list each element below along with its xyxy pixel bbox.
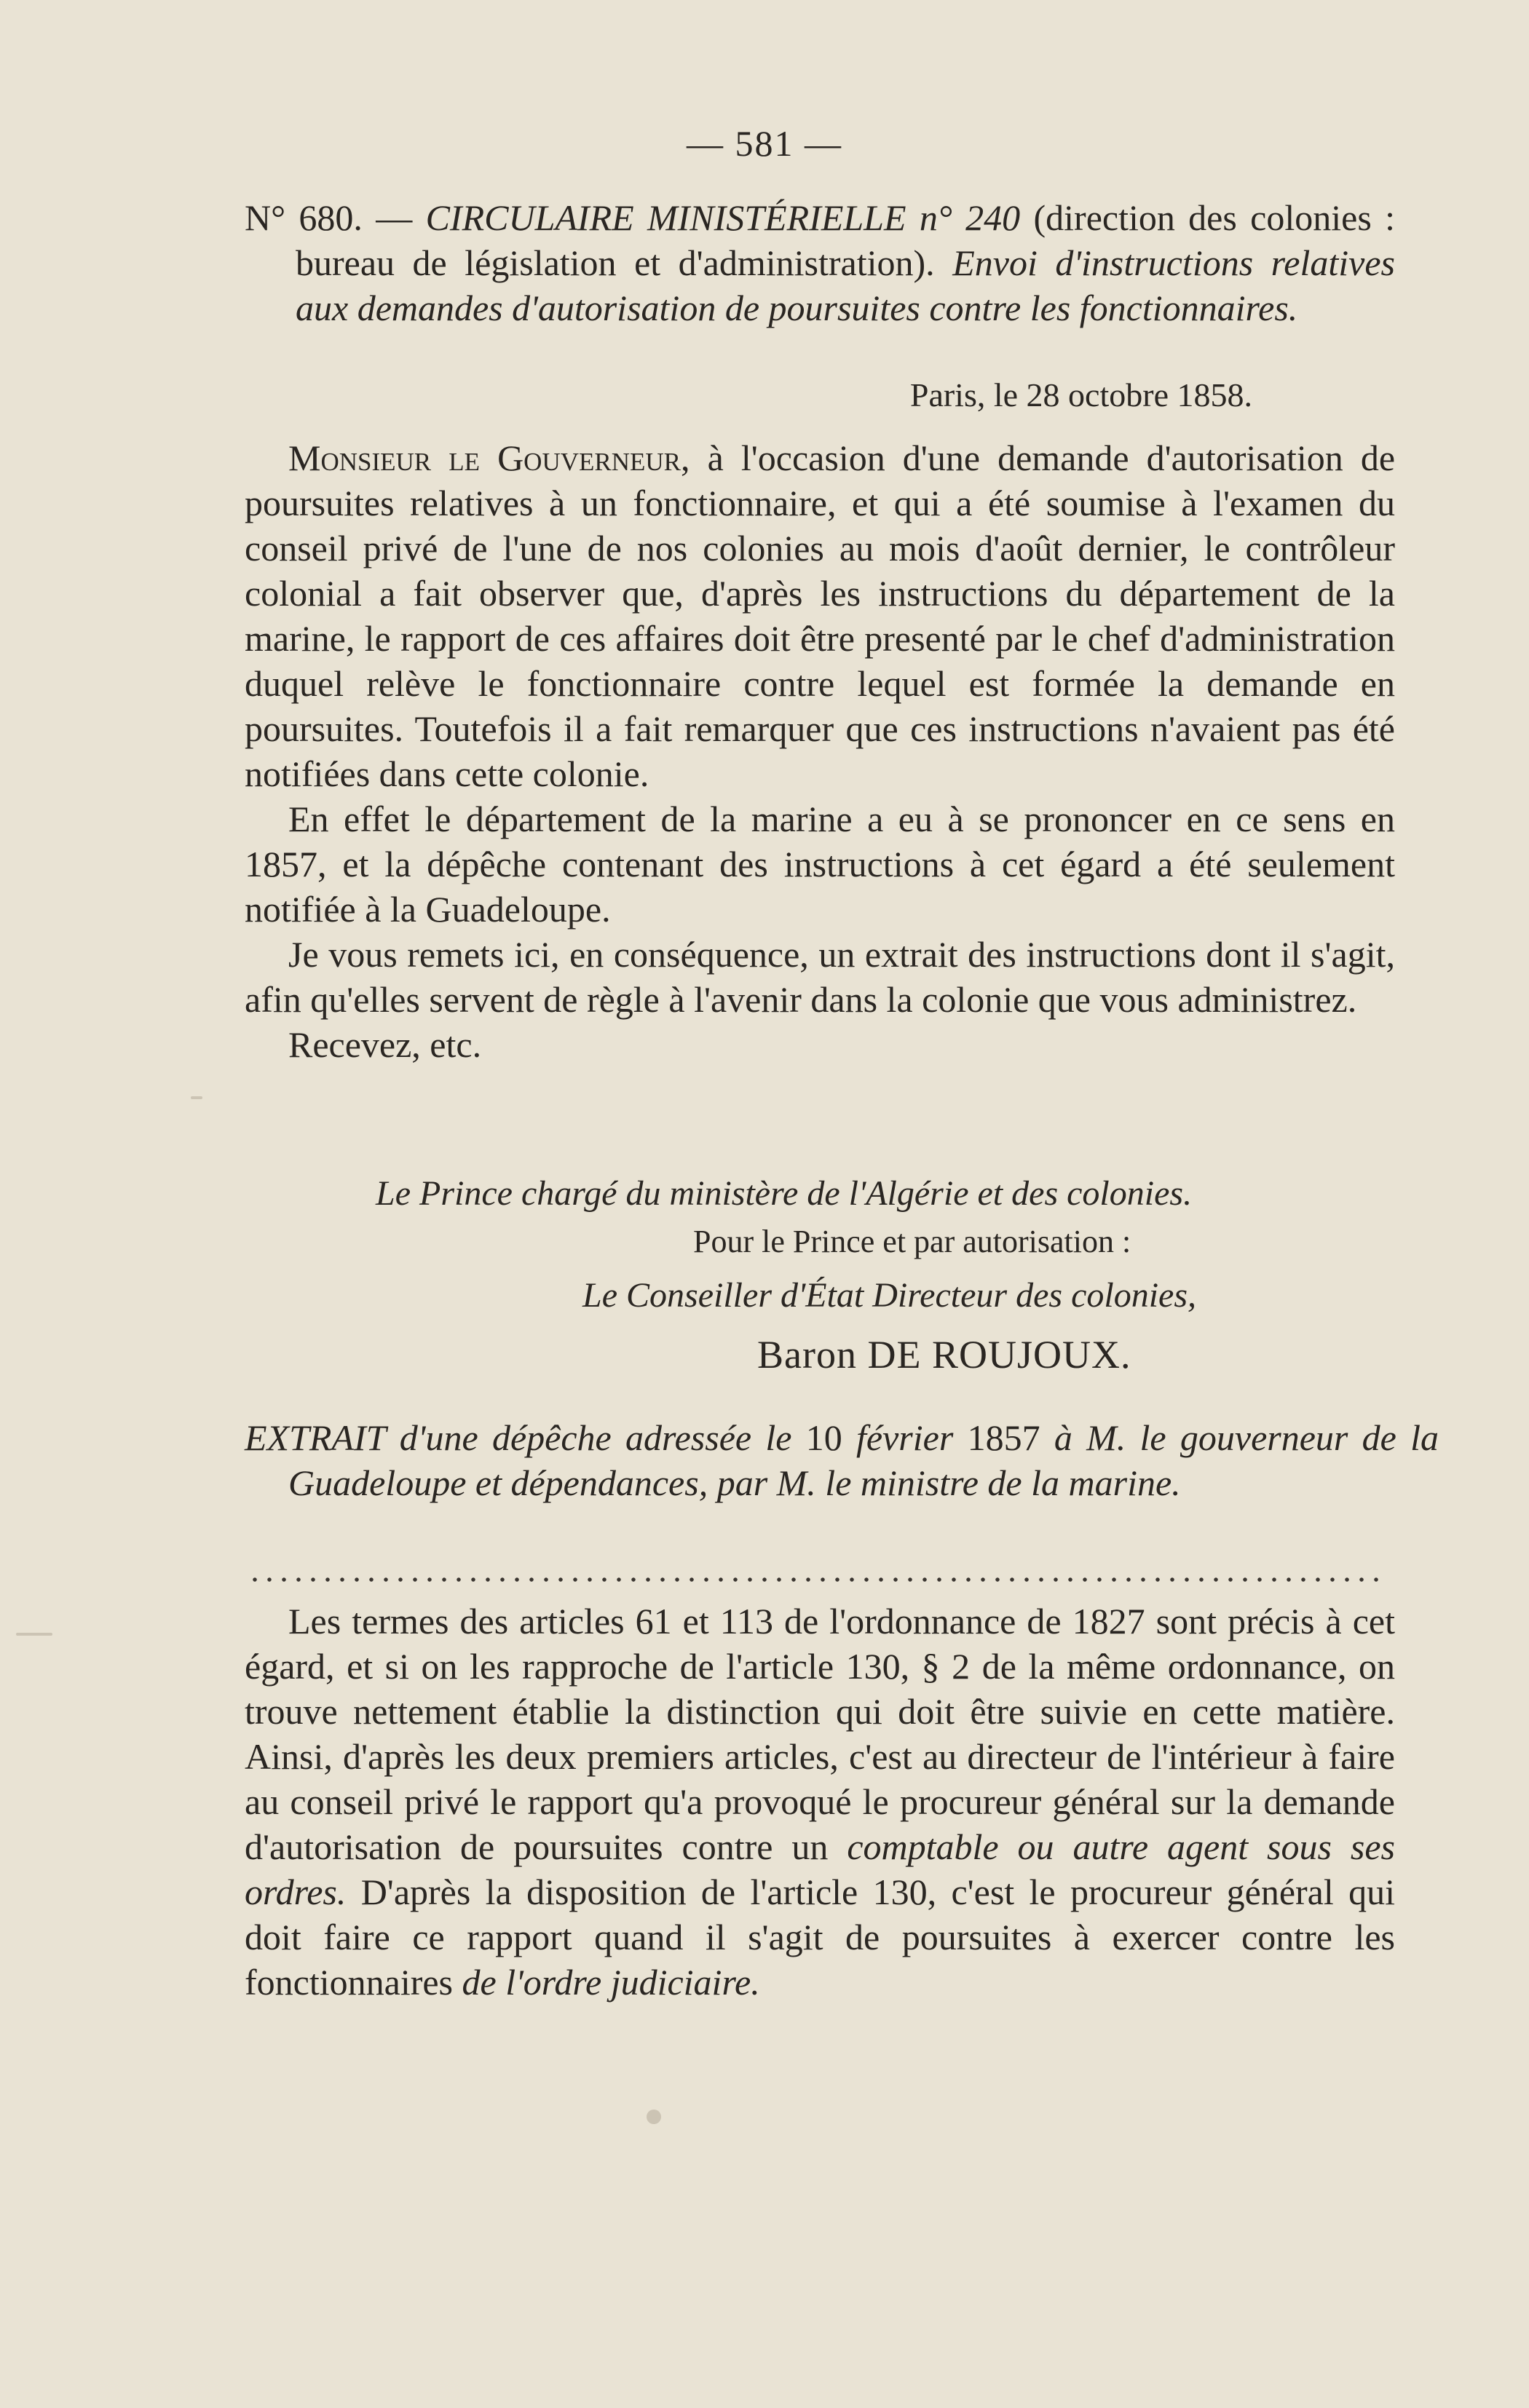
letter-body bbox=[245, 435, 1395, 1067]
paragraph-2: En effet le département de la marine a eu à se prononcer en ce sens en 1857, et la dépêche contenant des instructions à cet égard a été seulement notifiée à la Guadeloupe. bbox=[245, 799, 1395, 930]
extract-text-a: Les termes des articles 61 et 113 de l'ordonnance de 1827 sont précis à cet égard, et si on les rapproche de l'article 130, § 2 de la même ordonnance, on trouve nettement établie la distinction qui doit être suivie en cette matière. Ainsi, d'après les deux premiers articles, c'est au directeur de l'intérieur à faire au conseil privé le rapport qu'a provoqué le procureur général sur la demande d'autorisation de poursuites contre un bbox=[245, 1601, 1395, 1867]
extract-title-part-b: février bbox=[842, 1417, 968, 1458]
circular-number: N° 680. — bbox=[245, 197, 426, 238]
circular-subject: Envoi d'instructions relatives aux demandes d'autorisation de poursuites contre les fonctionnaires. bbox=[296, 242, 1395, 328]
paragraph-3: Je vous remets ici, en conséquence, un extrait des instructions dont il s'agit, afin qu'elles servent de règle à l'avenir dans la colonie que vous administrez. bbox=[245, 934, 1395, 1020]
paragraph-1-text: , à l'occasion d'une demande d'autorisation de poursuites relatives à un fonctionnaire, et qui a été soumise à l'examen du conseil privé de l'une de nos colonies au mois d'août dernier, le contrôleur colonial a fait observer que, d'après les instructions du département de la marine, le rapport de ces affaires doit être presenté par le chef d'administration duquel relève le fonctionnaire contre lequel est formée la demande en poursuites. Toutefois il a fait remarquer que ces instructions n'avaient pas été notifiées dans cette colonie. bbox=[245, 437, 1396, 794]
signature-authorization: Pour le Prince et par autorisation : bbox=[693, 1224, 1131, 1259]
extract-text-b: D'après la disposition de l'article 130, c'est le procureur général qui doit faire ce rapport quand il s'agit de poursuites à exercer contre les fonctionnaires bbox=[245, 1872, 1395, 2003]
signature-counsellor: Le Conseiller d'État Directeur des colonies, bbox=[582, 1276, 1197, 1315]
extract-title-part-c: à M. le gouverneur de la Guadeloupe et dépendances, par M. le ministre de la marine. bbox=[288, 1417, 1439, 1503]
extract-body bbox=[245, 1599, 1395, 2005]
paper-mark bbox=[16, 1633, 52, 1636]
signature-minister: Le Prince chargé du ministère de l'Algérie et des colonies. bbox=[376, 1174, 1193, 1213]
extract-title-date: 10 bbox=[805, 1417, 842, 1458]
circular-direction: (direction des colonies : bureau de législation et d'administration). bbox=[296, 197, 1395, 283]
dateline: Paris, le 28 octobre 1858. bbox=[909, 376, 1252, 413]
circular-header bbox=[245, 195, 1395, 330]
salutation: Monsieur le Gouverneur bbox=[288, 437, 681, 478]
extract-title-year: 1857 bbox=[967, 1417, 1040, 1458]
circular-title: CIRCULAIRE MINISTÉRIELLE n° 240 bbox=[425, 197, 1021, 238]
paragraph-4: Recevez, etc. bbox=[288, 1024, 482, 1065]
extract-title-part-a: EXTRAIT d'une dépêche adressée le bbox=[245, 1417, 806, 1458]
dotted-separator bbox=[248, 1577, 1383, 1583]
extract-title bbox=[245, 1415, 1439, 1505]
page-number: — 581 — bbox=[687, 123, 842, 164]
paper-mark-2 bbox=[191, 1096, 202, 1099]
paper-stain bbox=[647, 2110, 661, 2124]
extract-italic-1: comptable ou autre agent sous ses ordres. bbox=[245, 1826, 1395, 1912]
paragraph-1 bbox=[245, 435, 1395, 796]
signature-name: Baron DE ROUJOUX. bbox=[757, 1333, 1131, 1377]
extract-italic-2: de l'ordre judiciaire. bbox=[462, 1962, 760, 2003]
extract-paragraph bbox=[245, 1599, 1395, 2005]
